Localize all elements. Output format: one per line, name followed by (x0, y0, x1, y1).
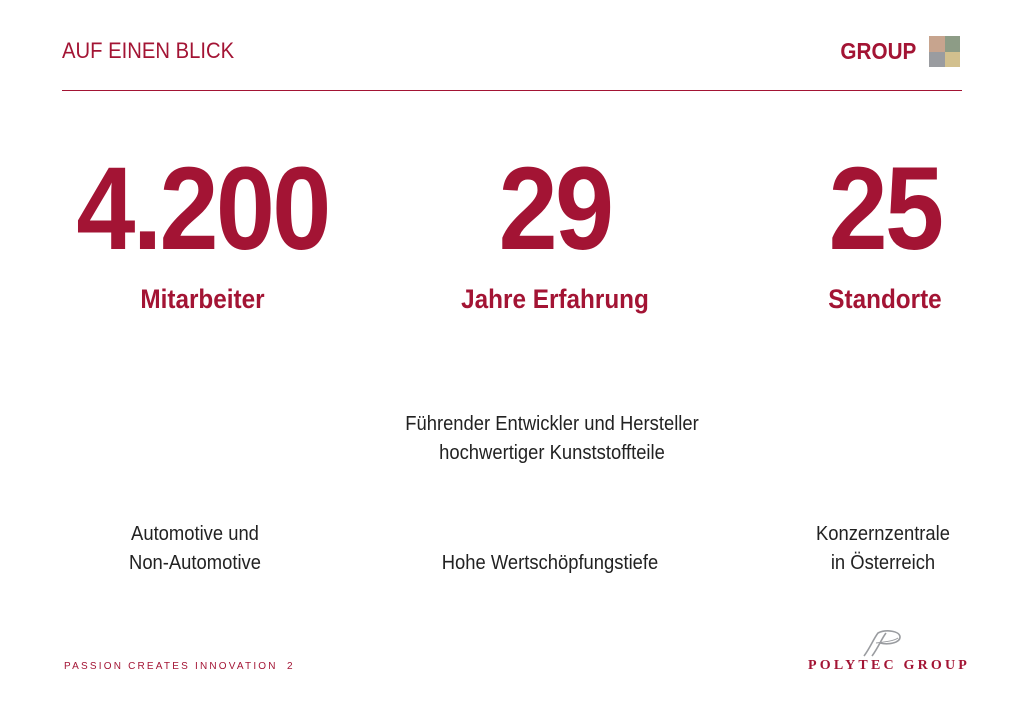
logo-square (945, 52, 961, 68)
fact-value-depth (394, 549, 707, 578)
stat-locations (760, 143, 1010, 315)
stat-number: 29 (498, 143, 612, 275)
logo-square (945, 36, 961, 52)
fact-line: hochwertiger Kunststoffteile (439, 442, 665, 464)
stat-label: Mitarbeiter (140, 284, 265, 314)
company-name: POLYTEC GROUP (808, 658, 971, 673)
stat-number: 4.200 (76, 143, 329, 275)
logo-square (929, 52, 945, 68)
fact-automotive (94, 520, 296, 578)
stat-experience (405, 143, 705, 315)
fact-line: in Österreich (830, 552, 936, 574)
fact-line: Non-Automotive (129, 552, 261, 574)
stat-label: Standorte (828, 284, 942, 314)
stat-employees (40, 143, 365, 315)
fact-headquarters (773, 520, 994, 578)
fact-line: Konzernzentrale (815, 523, 951, 545)
fact-line: Führender Entwickler und Hersteller (405, 413, 699, 435)
fact-line: Hohe Wertschöpfungstiefe (441, 552, 659, 574)
logo-square (929, 36, 945, 52)
page-number: 2 (287, 661, 293, 672)
group-logo-icon (929, 36, 960, 67)
fact-line: Automotive und (131, 523, 259, 545)
stat-label: Jahre Erfahrung (461, 284, 649, 314)
stat-number: 25 (828, 143, 942, 275)
page-title: AUF EINEN BLICK (62, 38, 235, 63)
header-divider (62, 90, 962, 91)
footer-slogan: PASSION CREATES INNOVATION (64, 661, 278, 672)
brand-label: GROUP (840, 38, 916, 64)
fact-leading-developer (368, 410, 736, 468)
polytec-logo-icon (856, 630, 906, 658)
